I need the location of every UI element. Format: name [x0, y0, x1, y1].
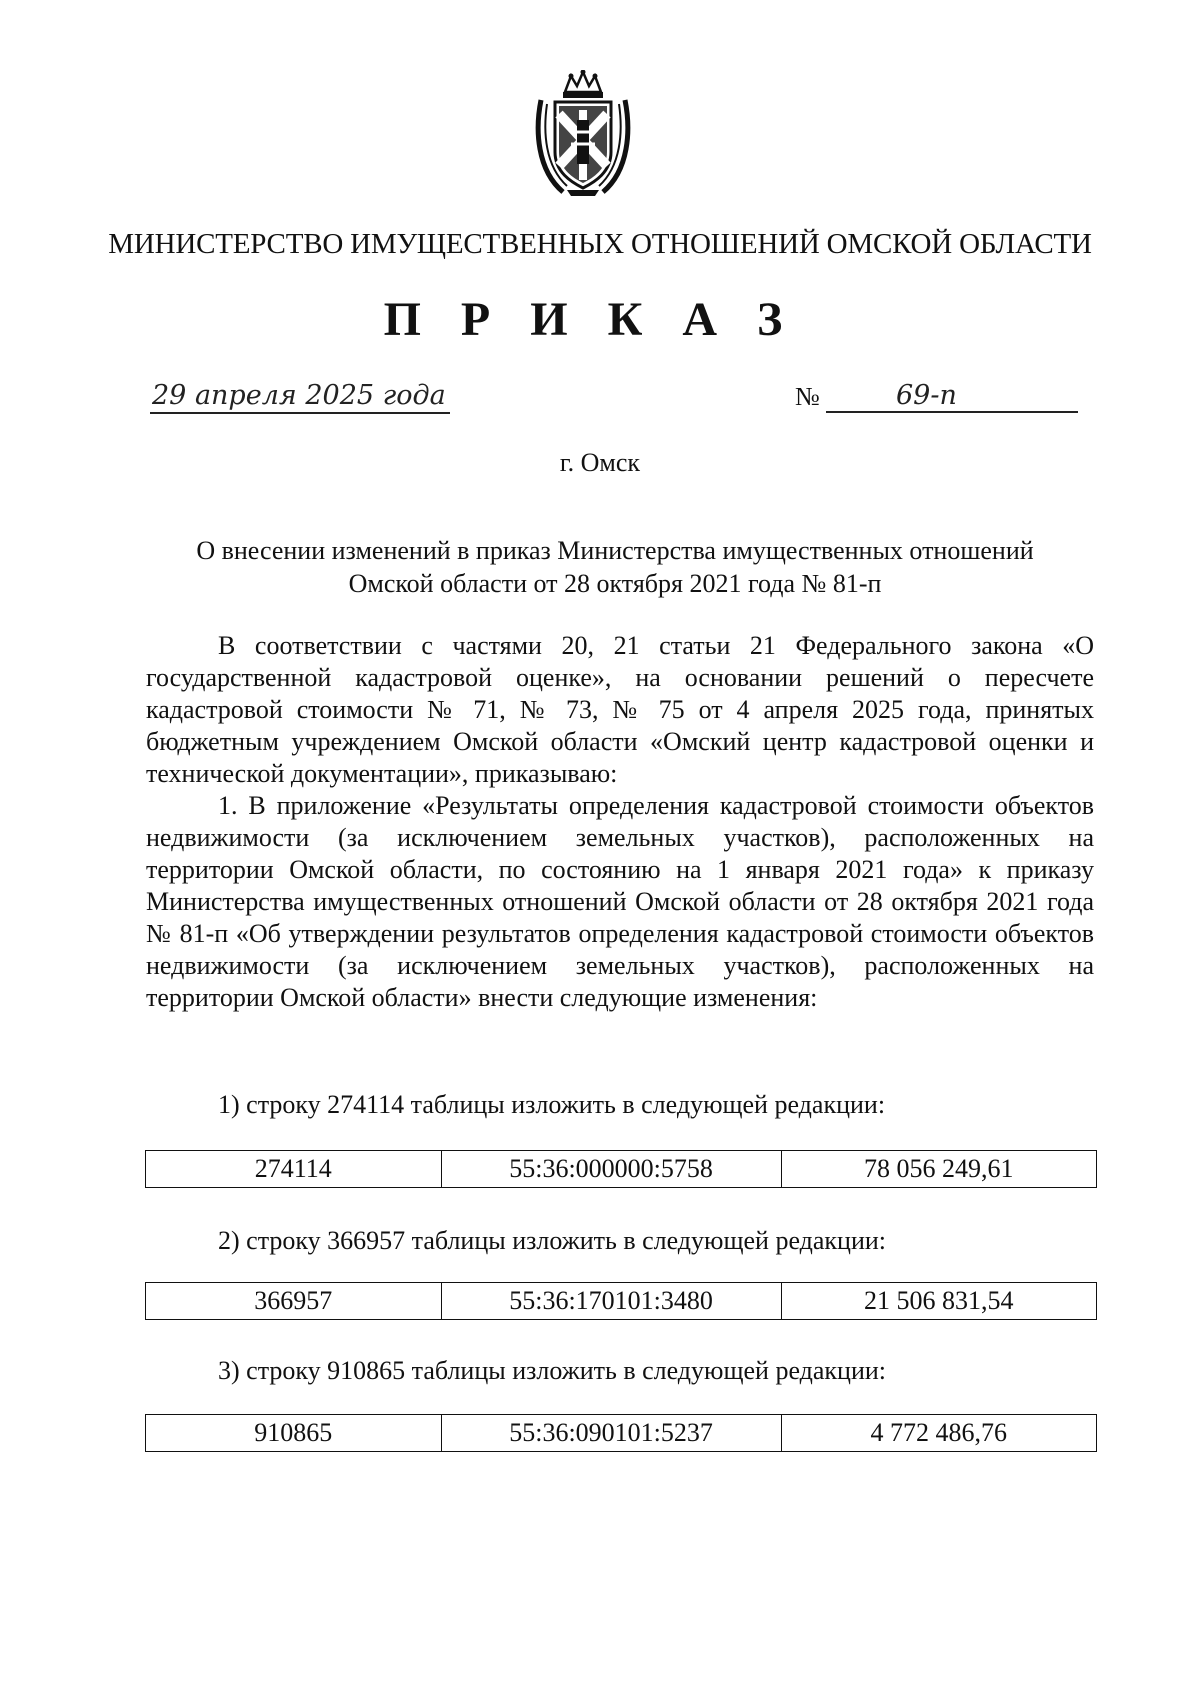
- table-row: [146, 1151, 1097, 1188]
- coat-of-arms-icon: [533, 70, 633, 198]
- document-body: [146, 630, 1094, 1014]
- table-row: [146, 1283, 1097, 1320]
- document-type-heading: П Р И К А З: [383, 293, 797, 346]
- document-title: [150, 534, 1080, 600]
- item-2-table: [145, 1282, 1097, 1320]
- item-2-label: 2) строку 366957 таблицы изложить в следующей редакции:: [218, 1226, 887, 1255]
- cadastral-value-cell: 4 772 486,76: [781, 1415, 1096, 1452]
- cadastral-value-cell: 78 056 249,61: [781, 1151, 1096, 1188]
- row-number-cell: 366957: [146, 1283, 442, 1320]
- table-row: [146, 1415, 1097, 1452]
- body-paragraph-1: В соответствии с частями 20, 21 статьи 21 Федерального закона «О государственной кадастровой оценке», на основании решений о пересчете кадастровой стоимости № 71, № 73, № 75 от 4 апреля 2025 года, принятых бюджетным учреждением Омской области «Омский центр кадастровой оценки и технической документации», приказываю:: [146, 631, 1094, 788]
- handwritten-date: 29 апреля 2025 года: [150, 380, 450, 414]
- cadastral-number-cell: 55:36:090101:5237: [441, 1415, 781, 1452]
- ministry-name: МИНИСТЕРСТВО ИМУЩЕСТВЕННЫХ ОТНОШЕНИЙ ОМСКОЙ ОБЛАСТИ: [108, 228, 1092, 260]
- row-number-cell: 910865: [146, 1415, 442, 1452]
- title-line-1: О внесении изменений в приказ Министерства имущественных отношений: [196, 536, 1034, 565]
- cadastral-number-cell: 55:36:000000:5758: [441, 1151, 781, 1188]
- city-name: г. Омск: [559, 448, 641, 477]
- cadastral-value-cell: 21 506 831,54: [781, 1283, 1096, 1320]
- number-label: №: [795, 382, 820, 411]
- item-1-label: 1) строку 274114 таблицы изложить в следующей редакции:: [218, 1090, 886, 1119]
- row-number-cell: 274114: [146, 1151, 442, 1188]
- handwritten-number: 69-п: [896, 380, 957, 411]
- body-paragraph-2: 1. В приложение «Результаты определения кадастровой стоимости объектов недвижимости (за исключением земельных участков), расположенных на территории Омской области, по состоянию на 1 января 2021 года» к приказу Министерства имущественных отношений Омской области от 28 октября 2021 года № 81-п «Об утверждении результатов определения кадастровой стоимости объектов недвижимости (за исключением земельных участков), расположенных на территории Омской области» внести следующие изменения:: [146, 791, 1094, 1012]
- item-3-table: [145, 1414, 1097, 1452]
- title-line-2: Омской области от 28 октября 2021 года № 81-п: [348, 569, 882, 598]
- item-1-table: [145, 1150, 1097, 1188]
- item-3-label: 3) строку 910865 таблицы изложить в следующей редакции:: [218, 1356, 887, 1385]
- cadastral-number-cell: 55:36:170101:3480: [441, 1283, 781, 1320]
